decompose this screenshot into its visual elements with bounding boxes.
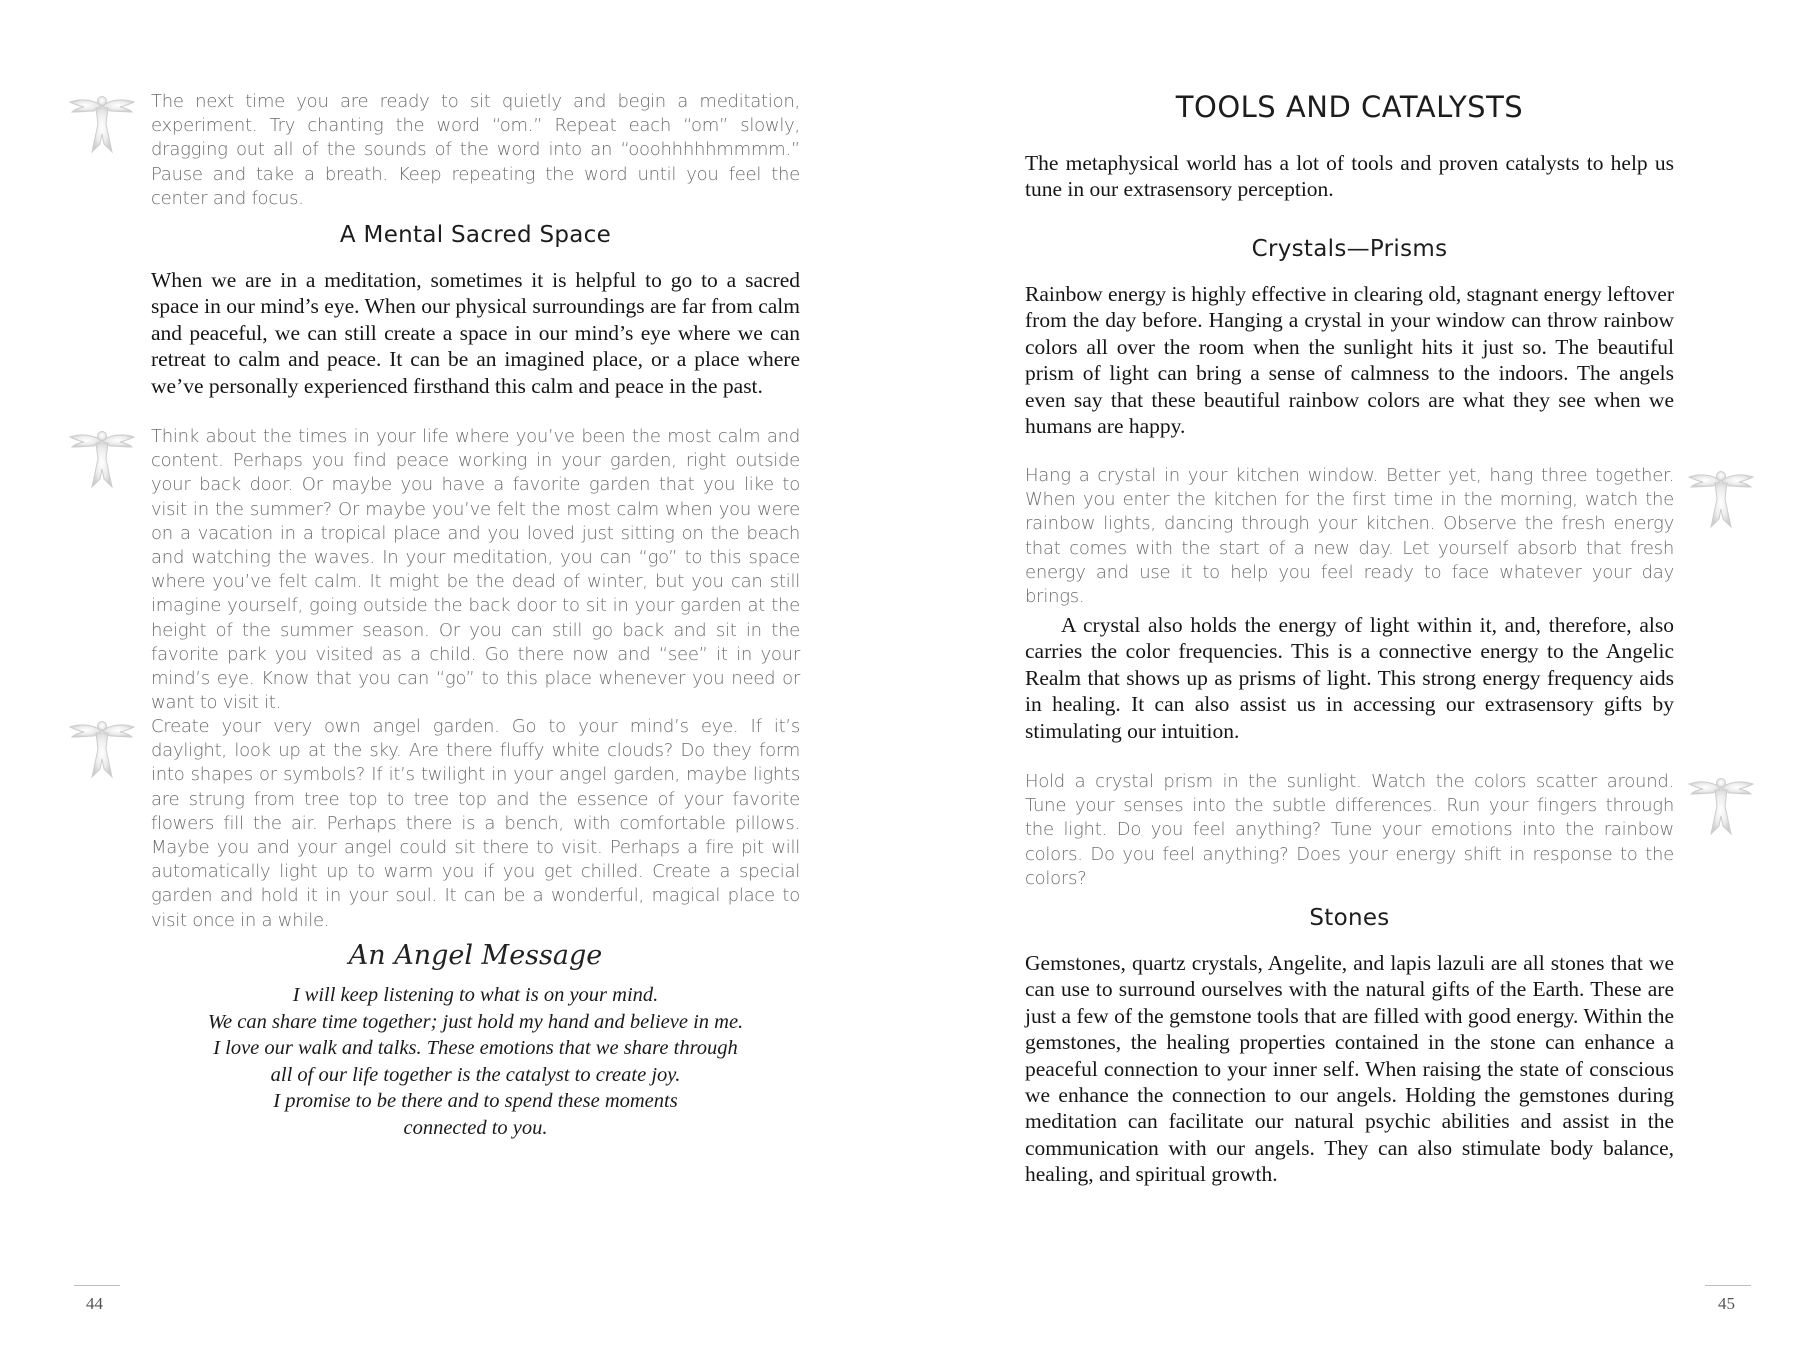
angel-message-heading: An Angel Message [348,940,603,971]
angel-icon [66,90,138,154]
body-paragraph-sacred-space: When we are in a meditation, sometimes it is helpful to go to a sacred space in our mind’s eye. When our physical surroundings are far from calm and peaceful, we can still create a space in our mind’s eye where we can retreat to calm and peace. It can be an imagined place, or a place where we’ve personally experienced firsthand this calm and peace in the past. [151,268,800,398]
section-heading-mental-sacred-space: A Mental Sacred Space [339,222,612,248]
right-page [900,0,1801,1350]
verse-line: I will keep listening to what is on your mind. [292,984,659,1006]
verse-line: connected to you. [403,1116,548,1139]
page-number: 44 [86,1294,103,1313]
section-heading-stones: Stones [1309,905,1390,931]
body-paragraph-rainbow-energy: Rainbow energy is highly effective in clearing old, stagnant energy leftover from the day before. Hanging a crystal in your window can throw rainbow colors all over the room when the sunlight hits it just so. The beautiful prism of light can bring a sense of calmness to the indoors. The angels even say that these beautiful rainbow colors are what they see when we humans are happy. [1025,282,1674,439]
angel-icon [1685,772,1757,836]
verse-line: I promise to be there and to spend these moments [273,1090,678,1112]
exercise-angel-garden: Create your very own angel garden. Go to your mind’s eye. If it’s daylight, look up at the sky. Are there fluffy white clouds? Do they form into shapes or symbols? If it’s twilight in your angel garden, maybe lights are strung from tree top to tree top and the essence of your favorite flowers fill the air. Perhaps there is a bench, with comfortable pillows. Maybe you and your angel could sit there to visit. Perhaps a fire pit will automatically light up to warm you if you get chilled. Create a special garden and hold it in your soul. It can be a wonderful, magical place to visit once in a while. [151,716,800,931]
verse-line: I love our walk and talks. These emotions that we share through [213,1037,738,1059]
exercise-om-chant: The next time you are ready to sit quietly and begin a meditation, experiment. Try chanting the word “om.” Repeat each “om” slowly, dragging out all of the sounds of the word into an “ooohhhhhmmmm.” Pause and take a breath. Keep repeating the word until you feel the center and focus. [151,91,800,209]
angel-icon [1685,465,1757,529]
exercise-crystal-prism: Hold a crystal prism in the sunlight. Watch the colors scatter around. Tune your senses into the subtle differences. Run your fingers through the light. Do you feel anything? Tune your emotions into the rainbow colors. Do you feel anything? Does your energy shift in response to the colors? [1025,771,1674,889]
angel-message-verse [151,982,800,1141]
verse-line: all of our life together is the catalyst to create joy. [270,1063,681,1086]
footer-rule [1705,1285,1751,1286]
page-number: 45 [1718,1294,1735,1313]
body-paragraph-stones: Gemstones, quartz crystals, Angelite, and lapis lazuli are all stones that we can use to surround ourselves with the natural gifts of the Earth. These are just a few of the gemstone tools that are filled with good energy. Within the gemstones, the healing properties contained in the stone can enhance a peaceful connection to your inner self. When raising the state of conscious we enhance the connection to our angels. Holding the gemstones during meditation can facilitate our natural psychic abilities and assist in the communication with our angels. They can also stimulate body balance, healing, and spiritual growth. [1025,951,1674,1187]
footer-rule [74,1285,120,1286]
angel-icon [66,425,138,489]
body-paragraph-crystal-light: A crystal also holds the energy of light within it, and, therefore, also carries the color frequencies. This is a connective energy to the Angelic Realm that shows up as prisms of light. This strong energy frequency aids in healing. It can also assist us in accessing our extrasensory gifts by stimulating our intuition. [1025,613,1674,743]
section-heading-crystals-prisms: Crystals—Prisms [1251,236,1448,262]
chapter-title: TOOLS AND CATALYSTS [1175,90,1524,124]
exercise-calm-place: Think about the times in your life where you’ve been the most calm and content. Perhaps you find peace working in your garden, right outside your back door. Or maybe you have a favorite garden that you like to visit in the summer? Or maybe you’ve felt the most calm when you were on a vacation in a tropical place and you loved just sitting on the beach and watching the waves. In your meditation, you can “go” to this space where you’ve felt calm. It might be the dead of winter, but you can still imagine yourself, going outside the back door to sit in your garden at the height of the summer season. Or you can still go back and sit in the favorite park you visited as a child. Go there now and “see” it in your mind’s eye. Know that you can “go” to this place whenever you need or want to visit it. [151,426,800,714]
angel-icon [66,715,138,779]
exercise-kitchen-crystal: Hang a crystal in your kitchen window. Better yet, hang three together. When you enter the kitchen for the first time in the morning, watch the rainbow lights, dancing through your kitchen. Observe the fresh energy that comes with the start of a new day. Let yourself absorb that fresh energy and use it to help you feel ready to face whatever your day brings. [1025,465,1674,608]
verse-line: We can share time together; just hold my hand and believe in me. [207,1010,744,1033]
left-page [0,0,900,1350]
intro-paragraph: The metaphysical world has a lot of tools and proven catalysts to help us tune in our extrasensory perception. [1025,151,1674,202]
